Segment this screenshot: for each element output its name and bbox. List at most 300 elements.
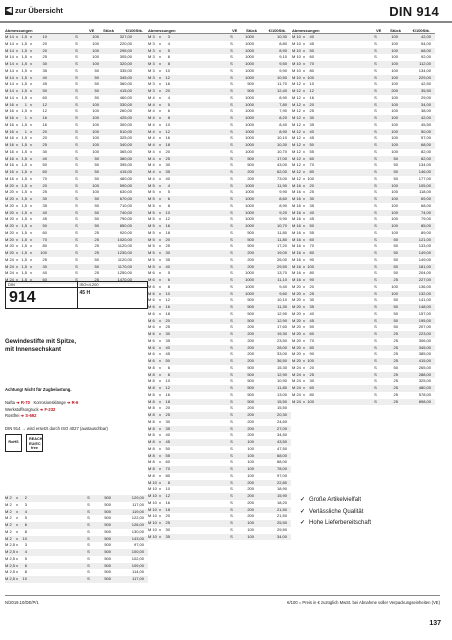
- cell-thread-size: M 10: [292, 67, 301, 73]
- cell-length: 16: [165, 81, 170, 87]
- cell-pack-qty: 1000: [245, 101, 254, 107]
- cell-pitch: 1,5: [21, 142, 27, 147]
- cell-pack-qty: 500: [104, 549, 111, 554]
- cell-thread-size: M 4: [148, 135, 155, 141]
- cell-price: 134,00: [418, 67, 431, 73]
- cell-times-sign: x: [159, 506, 161, 512]
- cell-price: 8,90: [279, 47, 287, 53]
- table-row: [148, 466, 291, 473]
- cell-pack-qty: 500: [247, 371, 254, 377]
- cell-length: 12: [165, 385, 170, 390]
- cell-times-sign: x: [159, 283, 161, 289]
- cell-ve-code: S: [374, 121, 377, 127]
- cell-price: 1120,00: [117, 256, 132, 262]
- cell-price: 18,90: [276, 486, 287, 492]
- cell-times-sign: x: [16, 148, 18, 154]
- table-row: [292, 257, 435, 264]
- cell-ve-code: S: [230, 115, 233, 120]
- cell-times-sign: x: [303, 243, 305, 249]
- cell-price: 130,00: [131, 528, 144, 534]
- cell-spacer: [316, 378, 373, 385]
- material-label: Rostfrei: [5, 413, 20, 418]
- cell-times-sign: x: [159, 344, 161, 350]
- page-number: 137: [429, 620, 441, 627]
- cell-pack-qty: 500: [247, 297, 254, 303]
- cell-pack-qty: 100: [92, 142, 99, 147]
- table-row: [292, 318, 435, 325]
- cell-pitch: 1,5: [21, 223, 27, 228]
- cell-times-sign: x: [303, 304, 305, 309]
- cell-spacer: [316, 385, 373, 392]
- cell-spacer: [316, 345, 373, 352]
- cell-times-sign: x: [16, 562, 18, 568]
- cell-price: 9,90: [279, 67, 287, 73]
- cell-length: 60: [165, 459, 170, 465]
- table-row: [292, 223, 435, 230]
- cell-pack-qty: 200: [247, 506, 254, 512]
- cell-ve-code: S: [230, 135, 233, 141]
- cell-length: 6: [24, 562, 27, 568]
- table-row: [5, 54, 148, 61]
- table-row: [148, 102, 291, 109]
- cell-ve-code: S: [230, 189, 233, 195]
- cell-length: 50: [42, 162, 47, 168]
- cell-pack-qty: 50: [94, 81, 99, 87]
- cell-price: 33,00: [276, 351, 287, 357]
- cell-thread-size: M 10: [148, 493, 157, 498]
- cell-spacer: [172, 189, 229, 196]
- cell-times-sign: x: [159, 115, 161, 120]
- cell-spacer: [316, 102, 373, 109]
- table-row: [292, 345, 435, 352]
- cell-times-sign: x: [159, 533, 161, 539]
- din-number: 914: [9, 289, 36, 306]
- cell-ve-code: S: [87, 528, 90, 534]
- cell-times-sign: x: [159, 486, 161, 492]
- cell-thread-size: M 16: [5, 162, 14, 168]
- table-row: [148, 513, 291, 520]
- cell-thread-size: M 4: [148, 162, 155, 168]
- cell-price: 181,00: [418, 263, 431, 269]
- cell-pack-qty: 25: [393, 391, 398, 397]
- cell-ve-code: S: [374, 196, 377, 201]
- cell-times-sign: x: [16, 515, 18, 521]
- cell-price: 1020,00: [117, 236, 132, 242]
- cell-length: 6: [167, 54, 170, 60]
- cell-length: 16: [165, 223, 170, 228]
- cell-length: 40: [165, 432, 170, 438]
- cell-spacer: [172, 176, 229, 183]
- cell-ve-code: S: [230, 216, 233, 222]
- cell-spacer: [316, 75, 373, 82]
- cell-times-sign: x: [16, 202, 18, 208]
- table-row: [5, 270, 148, 277]
- cell-pitch: 1,5: [21, 243, 27, 249]
- table-row: [148, 169, 291, 176]
- cell-times-sign: x: [159, 526, 161, 532]
- cell-times-sign: x: [16, 67, 18, 73]
- cell-ve-code: S: [75, 243, 78, 249]
- cell-price: 8,90: [279, 94, 287, 100]
- cell-ve-code: S: [230, 418, 233, 424]
- cell-pack-qty: 1000: [245, 54, 254, 60]
- material-ref-link[interactable]: ➔ R-70: [16, 400, 30, 405]
- cell-price: 8,60: [279, 196, 287, 201]
- cell-thread-size: M 5: [148, 243, 155, 249]
- cell-thread-size: M 20: [292, 297, 301, 303]
- cell-times-sign: x: [303, 277, 305, 282]
- cell-spacer: [316, 135, 373, 142]
- cell-times-sign: x: [16, 243, 18, 249]
- cell-pitch: 1,5: [21, 148, 27, 154]
- cell-price: 42,00: [420, 115, 431, 120]
- cell-thread-size: M 6: [148, 331, 155, 336]
- cell-ve-code: S: [87, 542, 90, 548]
- cell-ve-code: S: [230, 243, 233, 249]
- cell-length: 60: [309, 331, 314, 336]
- cell-price: 11,80: [277, 229, 287, 235]
- benefit-label: Hohe Lieferbereitschaft: [309, 520, 372, 526]
- cell-length: 16: [42, 115, 47, 120]
- cell-pack-qty: 50: [393, 243, 398, 249]
- cell-ve-code: S: [374, 243, 377, 249]
- table-row: [148, 156, 291, 163]
- cell-pitch: 1,5: [21, 88, 27, 93]
- cell-times-sign: x: [30, 243, 32, 249]
- cell-price: 9,90: [279, 189, 287, 195]
- cell-price: 415,00: [119, 169, 132, 174]
- table-column-2: [148, 27, 291, 540]
- cell-times-sign: x: [303, 290, 305, 296]
- cell-thread-size: M 16: [5, 128, 14, 134]
- cell-spacer: [316, 129, 373, 136]
- cell-length: 50: [309, 142, 314, 147]
- cell-spacer: [172, 345, 229, 352]
- table-row: [148, 189, 291, 196]
- cell-spacer: [172, 426, 229, 433]
- cell-pack-qty: 25: [393, 351, 398, 357]
- cell-price: 510,00: [119, 128, 132, 134]
- cell-ve-code: S: [75, 121, 78, 127]
- cell-spacer: [172, 466, 229, 473]
- material-ref-link[interactable]: ➔ F-232: [39, 406, 56, 412]
- table-row: [292, 264, 435, 271]
- cell-ve-code: S: [230, 250, 233, 255]
- cell-spacer: [172, 358, 229, 365]
- cell-price: 325,00: [119, 135, 132, 141]
- cell-ve-code: S: [230, 236, 233, 242]
- cell-times-sign: x: [16, 40, 18, 46]
- cell-length: 70: [165, 466, 170, 471]
- cell-spacer: [29, 576, 86, 583]
- cell-times-sign: x: [303, 101, 305, 107]
- cell-length: 40: [165, 344, 170, 350]
- cell-spacer: [47, 149, 74, 156]
- cell-length: 45: [309, 216, 314, 222]
- cell-price: 630,00: [119, 189, 132, 195]
- cell-length: 40: [165, 175, 170, 181]
- cell-times-sign: x: [30, 229, 32, 235]
- cell-length: 12: [165, 216, 170, 222]
- cell-length: 70: [309, 243, 314, 249]
- cell-spacer: [172, 527, 229, 534]
- cell-ve-code: S: [230, 486, 233, 492]
- cell-times-sign: x: [159, 128, 161, 134]
- cell-times-sign: x: [303, 385, 305, 390]
- table-row: [148, 338, 291, 345]
- cell-price: 29,00: [420, 94, 431, 100]
- cell-thread-size: M 2,5: [5, 576, 15, 581]
- cell-spacer: [47, 88, 74, 95]
- material-ref-link[interactable]: ➔ R-6: [66, 400, 79, 405]
- cell-length: 35: [165, 169, 170, 174]
- cell-pitch: 1: [24, 101, 27, 107]
- table-row: [148, 243, 291, 250]
- table-row: [292, 297, 435, 304]
- cell-price: 15,50: [276, 398, 287, 404]
- cell-spacer: [172, 453, 229, 460]
- cell-price: 68,00: [420, 47, 431, 53]
- cell-times-sign: x: [159, 189, 161, 195]
- cell-price: 79,00: [420, 216, 431, 222]
- cell-pack-qty: 100: [92, 128, 99, 134]
- table-header: [148, 27, 291, 34]
- table-row: [5, 243, 148, 250]
- cell-thread-size: M 20: [292, 317, 301, 323]
- cell-pack-qty: 100: [391, 115, 398, 120]
- cell-times-sign: x: [159, 337, 161, 343]
- back-to-overview-link[interactable]: [5, 6, 63, 15]
- cell-pack-qty: 500: [247, 317, 254, 323]
- cell-times-sign: x: [16, 277, 18, 282]
- cell-thread-size: M 10: [148, 533, 157, 539]
- table-row: [5, 237, 148, 244]
- cell-ve-code: S: [75, 162, 78, 168]
- cell-price: 11,70: [277, 81, 287, 87]
- cell-times-sign: x: [159, 513, 161, 519]
- table-row: [5, 522, 148, 529]
- cell-times-sign: x: [303, 344, 305, 350]
- cell-times-sign: x: [303, 283, 305, 289]
- cell-pack-qty: 25: [94, 243, 99, 249]
- cell-thread-size: M 12: [292, 121, 301, 127]
- table-body: [5, 34, 148, 284]
- table-column-3: [292, 27, 435, 405]
- cell-times-sign: x: [30, 121, 32, 127]
- cell-times-sign: x: [16, 229, 18, 235]
- cell-ve-code: S: [230, 142, 233, 147]
- cell-thread-size: M 12: [292, 88, 301, 93]
- cell-spacer: [47, 243, 74, 250]
- cell-price: 327,00: [119, 34, 132, 39]
- header-ve: VE: [232, 27, 238, 33]
- cell-length: 45: [309, 40, 314, 46]
- product-title-line1: Gewindestifte mit Spitze,: [5, 339, 77, 345]
- cell-price: 68,00: [276, 459, 287, 465]
- cell-length: 80: [309, 250, 314, 255]
- cell-ve-code: S: [374, 331, 377, 336]
- cell-spacer: [316, 399, 373, 406]
- cell-pitch: 1,5: [21, 236, 27, 242]
- table-row: [292, 176, 435, 183]
- cell-ve-code: S: [75, 196, 78, 201]
- table-row: [148, 216, 291, 223]
- cell-length: 80: [309, 67, 314, 73]
- cell-length: 25: [42, 142, 47, 147]
- cell-ve-code: S: [230, 324, 233, 330]
- cell-length: 40: [309, 34, 314, 39]
- cell-times-sign: x: [303, 216, 305, 222]
- cell-pack-qty: 50: [393, 169, 398, 174]
- cell-times-sign: x: [16, 209, 18, 215]
- cell-ve-code: S: [230, 121, 233, 127]
- table-row: [292, 108, 435, 115]
- cell-price: 17,20: [276, 243, 287, 249]
- reach-badge-line: REACH: [29, 437, 43, 441]
- header-qty: Stück: [246, 27, 257, 33]
- table-row: [148, 88, 291, 95]
- table-row: [292, 250, 435, 257]
- cell-thread-size: M 3: [148, 34, 155, 39]
- cell-times-sign: x: [16, 108, 18, 114]
- cell-ve-code: S: [230, 472, 233, 478]
- table-row: [292, 365, 435, 372]
- cell-thread-size: M 10: [292, 54, 301, 60]
- cell-spacer: [316, 331, 373, 338]
- cell-price: 15,90: [276, 493, 287, 498]
- cell-times-sign: x: [303, 148, 305, 154]
- cell-ve-code: S: [75, 263, 78, 269]
- cell-length: 16: [165, 499, 170, 505]
- cell-price: 24,60: [276, 418, 287, 424]
- cell-price: 82,00: [420, 148, 431, 154]
- cell-times-sign: x: [159, 101, 161, 107]
- cell-price: 82,00: [420, 155, 431, 161]
- cell-ve-code: S: [374, 337, 377, 343]
- cell-times-sign: x: [16, 142, 18, 147]
- cell-spacer: [47, 129, 74, 136]
- cell-ve-code: S: [75, 175, 78, 181]
- cell-pack-qty: 1000: [245, 108, 254, 114]
- cell-length: 8: [167, 115, 170, 120]
- cell-price: 7,80: [279, 101, 287, 107]
- cell-price: 78,00: [276, 466, 287, 471]
- cell-length: 20: [309, 283, 314, 289]
- cell-pack-qty: 25: [94, 236, 99, 242]
- cell-ve-code: S: [230, 175, 233, 181]
- table-row: [148, 399, 291, 406]
- cell-price: 28,00: [276, 344, 287, 350]
- cell-spacer: [316, 95, 373, 102]
- check-icon: ✓: [300, 508, 306, 515]
- material-ref-link[interactable]: ➔ S-692: [20, 413, 37, 418]
- cell-spacer: [172, 493, 229, 500]
- cell-ve-code: S: [374, 94, 377, 100]
- cell-price: 43,50: [276, 439, 287, 444]
- cell-price: 578,00: [418, 391, 431, 397]
- table-row: [148, 291, 291, 298]
- cell-pack-qty: 200: [247, 344, 254, 350]
- table-row: [148, 432, 291, 439]
- cell-length: 55: [309, 148, 314, 154]
- cell-length: 6: [24, 522, 27, 527]
- cell-spacer: [316, 318, 373, 325]
- cell-ve-code: S: [75, 61, 78, 66]
- cell-spacer: [172, 385, 229, 392]
- cell-ve-code: S: [230, 277, 233, 282]
- cell-ve-code: S: [230, 148, 233, 154]
- material-label: Werkstoffsorgruck: [5, 406, 39, 412]
- cell-spacer: [47, 189, 74, 196]
- cell-ve-code: S: [75, 40, 78, 46]
- cell-times-sign: x: [16, 61, 18, 66]
- cell-spacer: [172, 446, 229, 453]
- cell-pack-qty: 1000: [245, 142, 254, 147]
- cell-price: 385,00: [418, 351, 431, 357]
- cell-pack-qty: 500: [247, 236, 254, 242]
- cell-thread-size: M 2: [5, 515, 12, 521]
- table-row: [148, 372, 291, 379]
- cell-ve-code: S: [230, 40, 233, 46]
- cell-times-sign: x: [30, 250, 32, 255]
- cell-pack-qty: 500: [247, 162, 254, 168]
- cell-pack-qty: 500: [104, 555, 111, 561]
- cell-times-sign: x: [16, 236, 18, 242]
- cell-price: 7,90: [279, 108, 287, 114]
- table-row: [292, 129, 435, 136]
- cell-spacer: [47, 162, 74, 169]
- cell-thread-size: M 5: [148, 229, 155, 235]
- cell-pack-qty: 100: [391, 209, 398, 215]
- cell-thread-size: M 2,5: [5, 549, 15, 554]
- cell-length: 60: [309, 155, 314, 161]
- cell-price: 17,60: [276, 324, 287, 330]
- cell-times-sign: x: [159, 290, 161, 296]
- cell-times-sign: x: [30, 209, 32, 215]
- cell-length: 35: [42, 202, 47, 208]
- cell-spacer: [172, 95, 229, 102]
- cell-spacer: [47, 142, 74, 149]
- cell-ve-code: S: [230, 398, 233, 404]
- cell-pack-qty: 25: [393, 344, 398, 350]
- cell-spacer: [47, 156, 74, 163]
- table-row: [5, 183, 148, 190]
- cell-length: 45: [42, 216, 47, 222]
- cell-spacer: [47, 210, 74, 217]
- cell-times-sign: x: [159, 493, 161, 498]
- header-dims: Abmessungen: [148, 27, 176, 33]
- cell-spacer: [316, 223, 373, 230]
- cell-ve-code: S: [75, 277, 78, 282]
- cell-price: 57,00: [420, 135, 431, 141]
- cell-thread-size: M 14: [5, 61, 14, 66]
- cell-spacer: [316, 358, 373, 365]
- cell-ve-code: S: [374, 108, 377, 114]
- cell-length: 60: [309, 236, 314, 242]
- cell-spacer: [316, 311, 373, 318]
- cell-pitch: 1: [24, 115, 27, 120]
- cell-ve-code: S: [374, 115, 377, 120]
- table-row: [148, 473, 291, 480]
- cell-ve-code: S: [374, 250, 377, 255]
- cell-times-sign: x: [159, 425, 161, 431]
- cell-times-sign: x: [303, 358, 305, 363]
- cell-price: 11,80: [277, 236, 287, 242]
- cell-pack-qty: 200: [247, 351, 254, 357]
- cell-price: 9,20: [279, 209, 287, 215]
- cell-spacer: [47, 81, 74, 88]
- cell-thread-size: M 5: [148, 182, 155, 188]
